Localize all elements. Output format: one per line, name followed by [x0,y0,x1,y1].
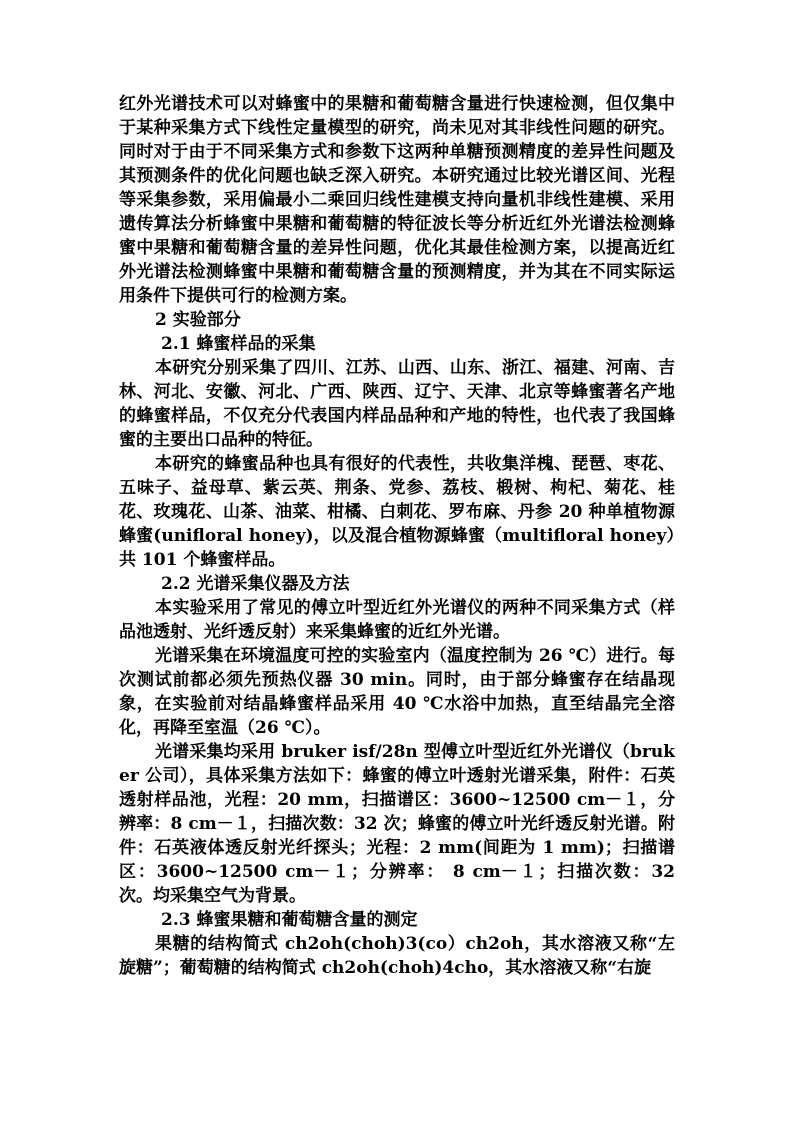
section-2-1-paragraph-origins: 本研究分别采集了四川、江苏、山西、山东、浙江、福建、河南、吉林、河北、安徽、河北、广西、陕西、辽宁、天津、北京等蜂蜜著名产地的蜂蜜样品，不仅充分代表国内样品品种和产地的特性，也代表了我国蜂蜜的主要出口品种的特征。 [119,358,675,450]
section-2-3-paragraph: 果糖的结构简式 ch2oh(choh)3(co）ch2oh，其水溶液又称“左旋糖”；葡萄糖的结构简式 ch2oh(choh)4cho，其水溶液又称“右旋 [119,934,675,978]
section-2-2-paragraph-instrument: 本实验采用了常见的傅立叶型近红外光谱仪的两种不同采集方式（样品池透射、光纤透反射）来采集蜂蜜的近红外光谱。 [119,598,675,642]
section-2-2-heading: 2.2 光谱采集仪器及方法 [161,574,350,594]
section-2-3-heading: 2.3 蜂蜜果糖和葡萄糖含量的测定 [161,910,418,930]
section-2-1-paragraph-varieties: 本研究的蜂蜜品种也具有很好的代表性，共收集洋槐、琵琶、枣花、五味子、益母草、紫云英、荆条、党参、荔枝、椴树、枸杞、菊花、桂花、玫瑰花、山茶、油菜、柑橘、白刺花、罗布麻、丹参 20 种单植物源蜂蜜(unifloral honey)，以及混合植物源蜂蜜（multifloral honey）共 101 个蜂蜜样品。 [119,454,675,570]
section-2-heading: 2 实验部分 [155,310,241,330]
intro-paragraph: 红外光谱技术可以对蜂蜜中的果糖和葡萄糖含量进行快速检测，但仅集中于某种采集方式下线性定量模型的研究，尚未见对其非线性问题的研究。同时对于由于不同采集方式和参数下这两种单糖预测精度的差异性问题及其预测条件的优化问题也缺乏深入研究。本研究通过比较光谱区间、光程等采集参数，采用偏最小二乘回归线性建模支持向量机非线性建模、采用遗传算法分析蜂蜜中果糖和葡萄糖的特征波长等分析近红外光谱法检测蜂蜜中果糖和葡萄糖含量的差异性问题，优化其最佳检测方案，以提高近红外光谱法检测蜂蜜中果糖和葡萄糖含量的预测精度，并为其在不同实际运用条件下提供可行的检测方案。 [119,94,675,306]
section-2-2-paragraph-conditions: 光谱采集在环境温度可控的实验室内（温度控制为 26 ℃）进行。每次测试前都必须先预热仪器 30 min。同时，由于部分蜂蜜存在结晶现象，在实验前对结晶蜂蜜样品采用 40 ℃水浴中加热，直至结晶完全溶化，再降至室温（26 ℃）。 [119,646,675,738]
section-2-1-heading: 2.1 蜂蜜样品的采集 [161,334,316,354]
section-2-2-paragraph-method: 光谱采集均采用 bruker isf/28n 型傅立叶型近红外光谱仪（bruker 公司），具体采集方法如下：蜂蜜的傅立叶透射光谱采集，附件：石英透射样品池，光程：20 mm，扫描谱区：3600~12500 cm－１，分辨率：8 cm－１，扫描次数：32 次；蜂蜜的傅立叶光纤透反射光谱。附件：石英液体透反射光纤探头；光程：2 mm(间距为 1 mm)；扫描谱区：3600~12500 cm－１；分辨率： 8 cm－１；扫描次数：32 次。均采集空气为背景。 [119,742,675,906]
document-page [119,92,675,980]
